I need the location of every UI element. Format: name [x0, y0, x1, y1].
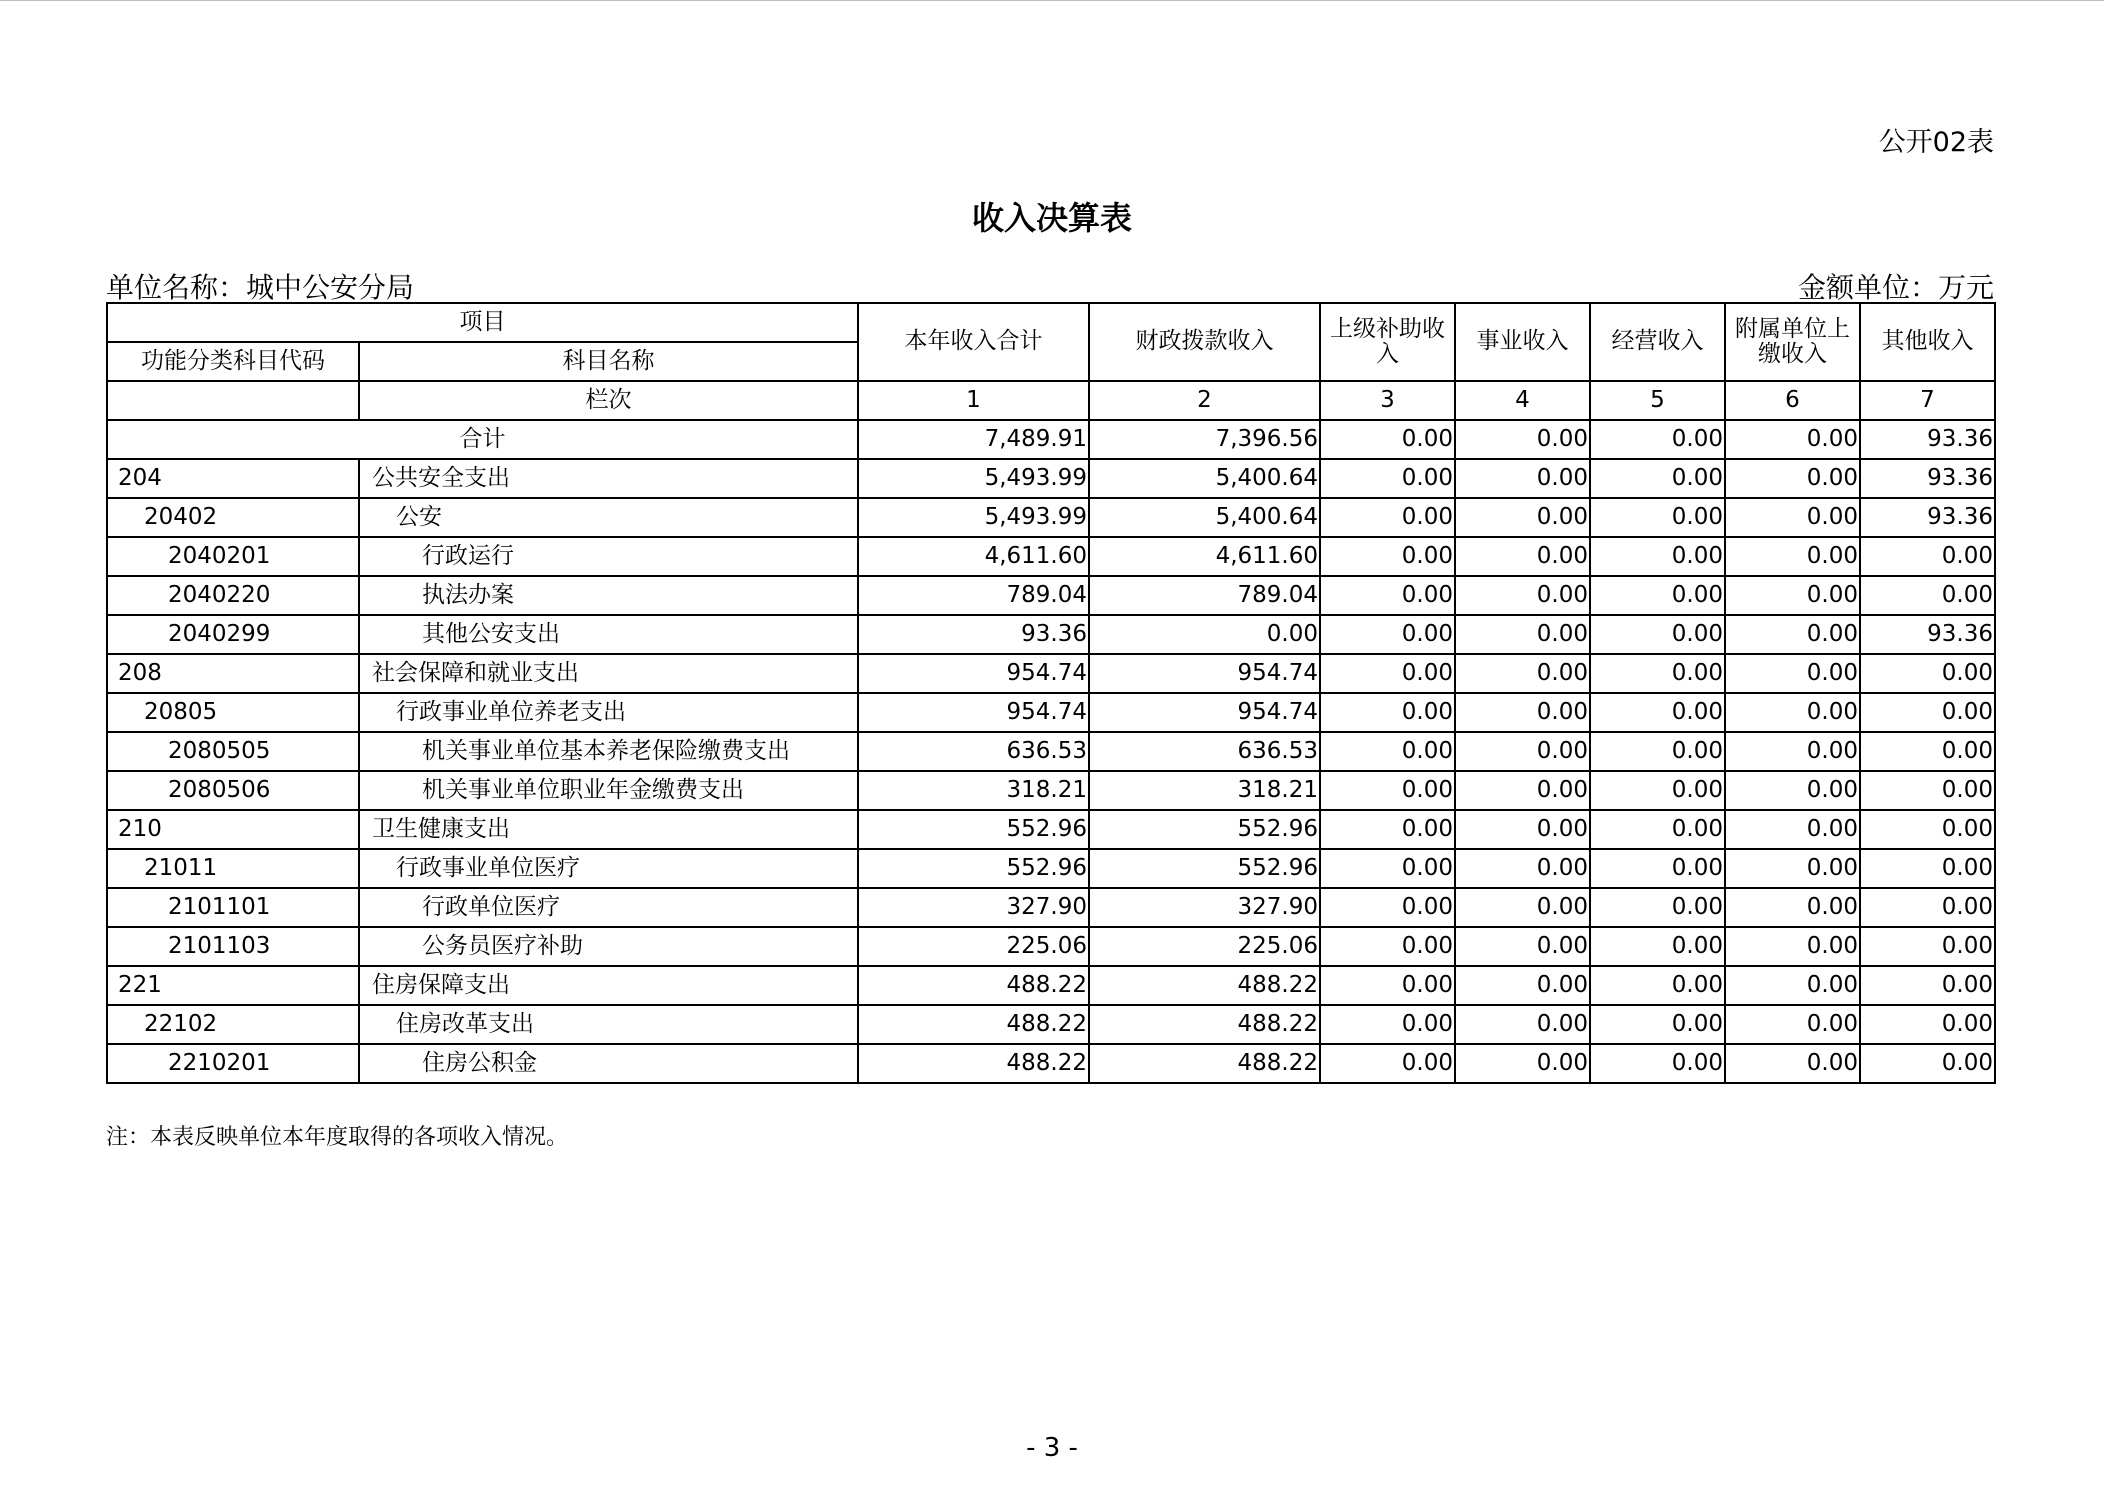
amount-cell: 552.96 — [1089, 849, 1320, 888]
amount-cell: 0.00 — [1320, 498, 1455, 537]
unit-name: 单位名称：城中公安分局 — [106, 271, 415, 304]
amount-cell: 636.53 — [858, 732, 1089, 771]
amount-cell: 954.74 — [1089, 693, 1320, 732]
amount-cell: 225.06 — [858, 927, 1089, 966]
amount-cell: 0.00 — [1590, 459, 1725, 498]
subject-name: 公务员医疗补助 — [359, 927, 858, 966]
table-row — [107, 732, 1995, 771]
amount-cell: 5,493.99 — [858, 459, 1089, 498]
amount-cell: 0.00 — [1320, 771, 1455, 810]
subject-name: 公安 — [359, 498, 858, 537]
amount-cell: 0.00 — [1860, 888, 1995, 927]
amount-cell: 0.00 — [1455, 576, 1590, 615]
amount-cell: 789.04 — [858, 576, 1089, 615]
amount-cell: 0.00 — [1725, 537, 1860, 576]
amount-cell: 0.00 — [1860, 1044, 1995, 1083]
subject-code: 210 — [107, 810, 359, 849]
amount-cell: 0.00 — [1725, 498, 1860, 537]
header-col2: 财政拨款收入 — [1089, 303, 1320, 381]
subject-name: 行政运行 — [359, 537, 858, 576]
amount-cell: 0.00 — [1725, 771, 1860, 810]
table-row — [107, 1005, 1995, 1044]
amount-cell: 0.00 — [1455, 537, 1590, 576]
amount-cell: 0.00 — [1590, 849, 1725, 888]
amount-cell: 488.22 — [858, 966, 1089, 1005]
total-value: 93.36 — [1860, 420, 1995, 459]
amount-cell: 93.36 — [858, 615, 1089, 654]
amount-cell: 0.00 — [1860, 966, 1995, 1005]
amount-cell: 0.00 — [1320, 693, 1455, 732]
header-name: 科目名称 — [359, 342, 858, 381]
column-number: 2 — [1089, 381, 1320, 420]
amount-cell: 0.00 — [1860, 927, 1995, 966]
subject-code: 20402 — [107, 498, 359, 537]
total-label: 合计 — [107, 420, 858, 459]
header-col1: 本年收入合计 — [858, 303, 1089, 381]
amount-cell: 0.00 — [1725, 1005, 1860, 1044]
amount-cell: 0.00 — [1860, 1005, 1995, 1044]
subject-name: 其他公安支出 — [359, 615, 858, 654]
subject-code: 2101103 — [107, 927, 359, 966]
subject-code: 21011 — [107, 849, 359, 888]
amount-unit: 金额单位：万元 — [1797, 271, 1994, 304]
total-value: 7,489.91 — [858, 420, 1089, 459]
amount-cell: 0.00 — [1455, 615, 1590, 654]
column-number: 6 — [1725, 381, 1860, 420]
subject-name: 机关事业单位基本养老保险缴费支出 — [359, 732, 858, 771]
subject-name: 住房公积金 — [359, 1044, 858, 1083]
amount-cell: 789.04 — [1089, 576, 1320, 615]
amount-cell: 0.00 — [1590, 732, 1725, 771]
amount-cell: 0.00 — [1725, 810, 1860, 849]
amount-cell: 0.00 — [1725, 732, 1860, 771]
amount-cell: 0.00 — [1590, 888, 1725, 927]
subject-name: 行政事业单位医疗 — [359, 849, 858, 888]
subject-name: 行政单位医疗 — [359, 888, 858, 927]
amount-cell: 5,400.64 — [1089, 498, 1320, 537]
amount-cell: 488.22 — [1089, 1044, 1320, 1083]
subject-code: 221 — [107, 966, 359, 1005]
amount-cell: 0.00 — [1455, 1005, 1590, 1044]
table-row — [107, 927, 1995, 966]
amount-cell: 0.00 — [1590, 771, 1725, 810]
amount-cell: 0.00 — [1455, 849, 1590, 888]
subject-code: 2210201 — [107, 1044, 359, 1083]
table-row — [107, 1044, 1995, 1083]
amount-cell: 0.00 — [1725, 966, 1860, 1005]
amount-cell: 0.00 — [1725, 459, 1860, 498]
amount-cell: 93.36 — [1860, 459, 1995, 498]
amount-cell: 954.74 — [858, 654, 1089, 693]
amount-cell: 0.00 — [1590, 498, 1725, 537]
subject-code: 2101101 — [107, 888, 359, 927]
column-index-label: 栏次 — [359, 381, 858, 420]
page-number: - 3 - — [1026, 1433, 1078, 1463]
amount-cell: 93.36 — [1860, 615, 1995, 654]
amount-cell: 0.00 — [1320, 576, 1455, 615]
amount-cell: 0.00 — [1089, 615, 1320, 654]
income-final-accounts-table — [106, 302, 1996, 1084]
amount-cell: 0.00 — [1320, 810, 1455, 849]
amount-cell: 0.00 — [1590, 615, 1725, 654]
amount-cell: 0.00 — [1725, 693, 1860, 732]
subject-name: 卫生健康支出 — [359, 810, 858, 849]
amount-cell: 0.00 — [1860, 771, 1995, 810]
amount-cell: 0.00 — [1320, 849, 1455, 888]
amount-cell: 0.00 — [1860, 849, 1995, 888]
table-row — [107, 771, 1995, 810]
amount-cell: 0.00 — [1860, 537, 1995, 576]
total-value: 7,396.56 — [1089, 420, 1320, 459]
column-index-blank — [107, 381, 359, 420]
amount-cell: 0.00 — [1320, 966, 1455, 1005]
amount-cell: 954.74 — [1089, 654, 1320, 693]
amount-cell: 0.00 — [1590, 810, 1725, 849]
amount-cell: 327.90 — [1089, 888, 1320, 927]
subject-code: 2080505 — [107, 732, 359, 771]
amount-cell: 0.00 — [1725, 1044, 1860, 1083]
amount-cell: 0.00 — [1320, 615, 1455, 654]
amount-cell: 5,493.99 — [858, 498, 1089, 537]
amount-cell: 0.00 — [1725, 654, 1860, 693]
header-col7: 其他收入 — [1860, 303, 1995, 381]
amount-cell: 0.00 — [1320, 537, 1455, 576]
amount-cell: 0.00 — [1455, 966, 1590, 1005]
amount-cell: 0.00 — [1725, 927, 1860, 966]
table-row — [107, 849, 1995, 888]
header-col3: 上级补助收入 — [1320, 303, 1455, 381]
amount-cell: 488.22 — [858, 1044, 1089, 1083]
amount-cell: 0.00 — [1590, 537, 1725, 576]
table-row — [107, 576, 1995, 615]
amount-cell: 0.00 — [1590, 966, 1725, 1005]
amount-cell: 0.00 — [1455, 927, 1590, 966]
amount-cell: 0.00 — [1455, 888, 1590, 927]
subject-name: 机关事业单位职业年金缴费支出 — [359, 771, 858, 810]
subject-name: 社会保障和就业支出 — [359, 654, 858, 693]
amount-cell: 0.00 — [1455, 732, 1590, 771]
amount-cell: 0.00 — [1320, 1005, 1455, 1044]
amount-cell: 318.21 — [1089, 771, 1320, 810]
amount-cell: 954.74 — [858, 693, 1089, 732]
amount-cell: 93.36 — [1860, 498, 1995, 537]
subject-code: 22102 — [107, 1005, 359, 1044]
amount-cell: 318.21 — [858, 771, 1089, 810]
amount-cell: 0.00 — [1455, 1044, 1590, 1083]
total-value: 0.00 — [1590, 420, 1725, 459]
subject-code: 204 — [107, 459, 359, 498]
amount-cell: 552.96 — [858, 810, 1089, 849]
amount-cell: 0.00 — [1455, 654, 1590, 693]
amount-cell: 488.22 — [1089, 1005, 1320, 1044]
header-col5: 经营收入 — [1590, 303, 1725, 381]
amount-cell: 5,400.64 — [1089, 459, 1320, 498]
column-number: 3 — [1320, 381, 1455, 420]
header-col4: 事业收入 — [1455, 303, 1590, 381]
amount-cell: 0.00 — [1860, 693, 1995, 732]
total-value: 0.00 — [1455, 420, 1590, 459]
subject-code: 2080506 — [107, 771, 359, 810]
subject-name: 执法办案 — [359, 576, 858, 615]
document-title: 收入决算表 — [971, 199, 1132, 237]
table-row — [107, 810, 1995, 849]
amount-cell: 0.00 — [1455, 459, 1590, 498]
amount-cell: 0.00 — [1860, 576, 1995, 615]
amount-cell: 4,611.60 — [1089, 537, 1320, 576]
amount-cell: 0.00 — [1860, 732, 1995, 771]
subject-code: 2040299 — [107, 615, 359, 654]
amount-cell: 0.00 — [1455, 498, 1590, 537]
total-value: 0.00 — [1320, 420, 1455, 459]
subject-code: 2040220 — [107, 576, 359, 615]
subject-name: 公共安全支出 — [359, 459, 858, 498]
amount-cell: 327.90 — [858, 888, 1089, 927]
amount-cell: 0.00 — [1860, 654, 1995, 693]
column-number: 7 — [1860, 381, 1995, 420]
amount-cell: 0.00 — [1320, 654, 1455, 693]
amount-cell: 552.96 — [858, 849, 1089, 888]
amount-cell: 0.00 — [1320, 888, 1455, 927]
amount-cell: 0.00 — [1590, 576, 1725, 615]
amount-cell: 0.00 — [1455, 810, 1590, 849]
table-row — [107, 654, 1995, 693]
amount-cell: 0.00 — [1725, 615, 1860, 654]
amount-cell: 0.00 — [1320, 732, 1455, 771]
total-value: 0.00 — [1725, 420, 1860, 459]
table-row — [107, 615, 1995, 654]
table-row — [107, 498, 1995, 537]
header-item: 项目 — [107, 303, 858, 342]
subject-code: 20805 — [107, 693, 359, 732]
column-number: 1 — [858, 381, 1089, 420]
table-row — [107, 693, 1995, 732]
amount-cell: 488.22 — [858, 1005, 1089, 1044]
amount-cell: 225.06 — [1089, 927, 1320, 966]
subject-name: 行政事业单位养老支出 — [359, 693, 858, 732]
amount-cell: 636.53 — [1089, 732, 1320, 771]
amount-cell: 552.96 — [1089, 810, 1320, 849]
amount-cell: 0.00 — [1725, 849, 1860, 888]
subject-name: 住房改革支出 — [359, 1005, 858, 1044]
column-index-row — [107, 381, 1995, 420]
amount-cell: 0.00 — [1590, 654, 1725, 693]
subject-code: 2040201 — [107, 537, 359, 576]
amount-cell: 0.00 — [1455, 693, 1590, 732]
subject-code: 208 — [107, 654, 359, 693]
top-border-line — [0, 0, 2104, 1]
amount-cell: 4,611.60 — [858, 537, 1089, 576]
column-number: 4 — [1455, 381, 1590, 420]
amount-cell: 0.00 — [1590, 1044, 1725, 1083]
table-row — [107, 888, 1995, 927]
amount-cell: 0.00 — [1320, 459, 1455, 498]
amount-cell: 0.00 — [1590, 927, 1725, 966]
table-row — [107, 966, 1995, 1005]
amount-cell: 0.00 — [1590, 693, 1725, 732]
subject-name: 住房保障支出 — [359, 966, 858, 1005]
amount-cell: 0.00 — [1320, 927, 1455, 966]
amount-cell: 0.00 — [1860, 810, 1995, 849]
amount-cell: 0.00 — [1725, 888, 1860, 927]
amount-cell: 0.00 — [1590, 1005, 1725, 1044]
table-row — [107, 537, 1995, 576]
amount-cell: 0.00 — [1320, 1044, 1455, 1083]
header-col6: 附属单位上缴收入 — [1725, 303, 1860, 381]
header-code: 功能分类科目代码 — [107, 342, 359, 381]
total-row — [107, 420, 1995, 459]
amount-cell: 0.00 — [1725, 576, 1860, 615]
amount-cell: 0.00 — [1455, 771, 1590, 810]
amount-cell: 488.22 — [1089, 966, 1320, 1005]
form-code: 公开02表 — [1878, 127, 1994, 158]
table-note: 注：本表反映单位本年度取得的各项收入情况。 — [106, 1125, 569, 1150]
table-row — [107, 459, 1995, 498]
header-row-1 — [107, 303, 1995, 342]
column-number: 5 — [1590, 381, 1725, 420]
